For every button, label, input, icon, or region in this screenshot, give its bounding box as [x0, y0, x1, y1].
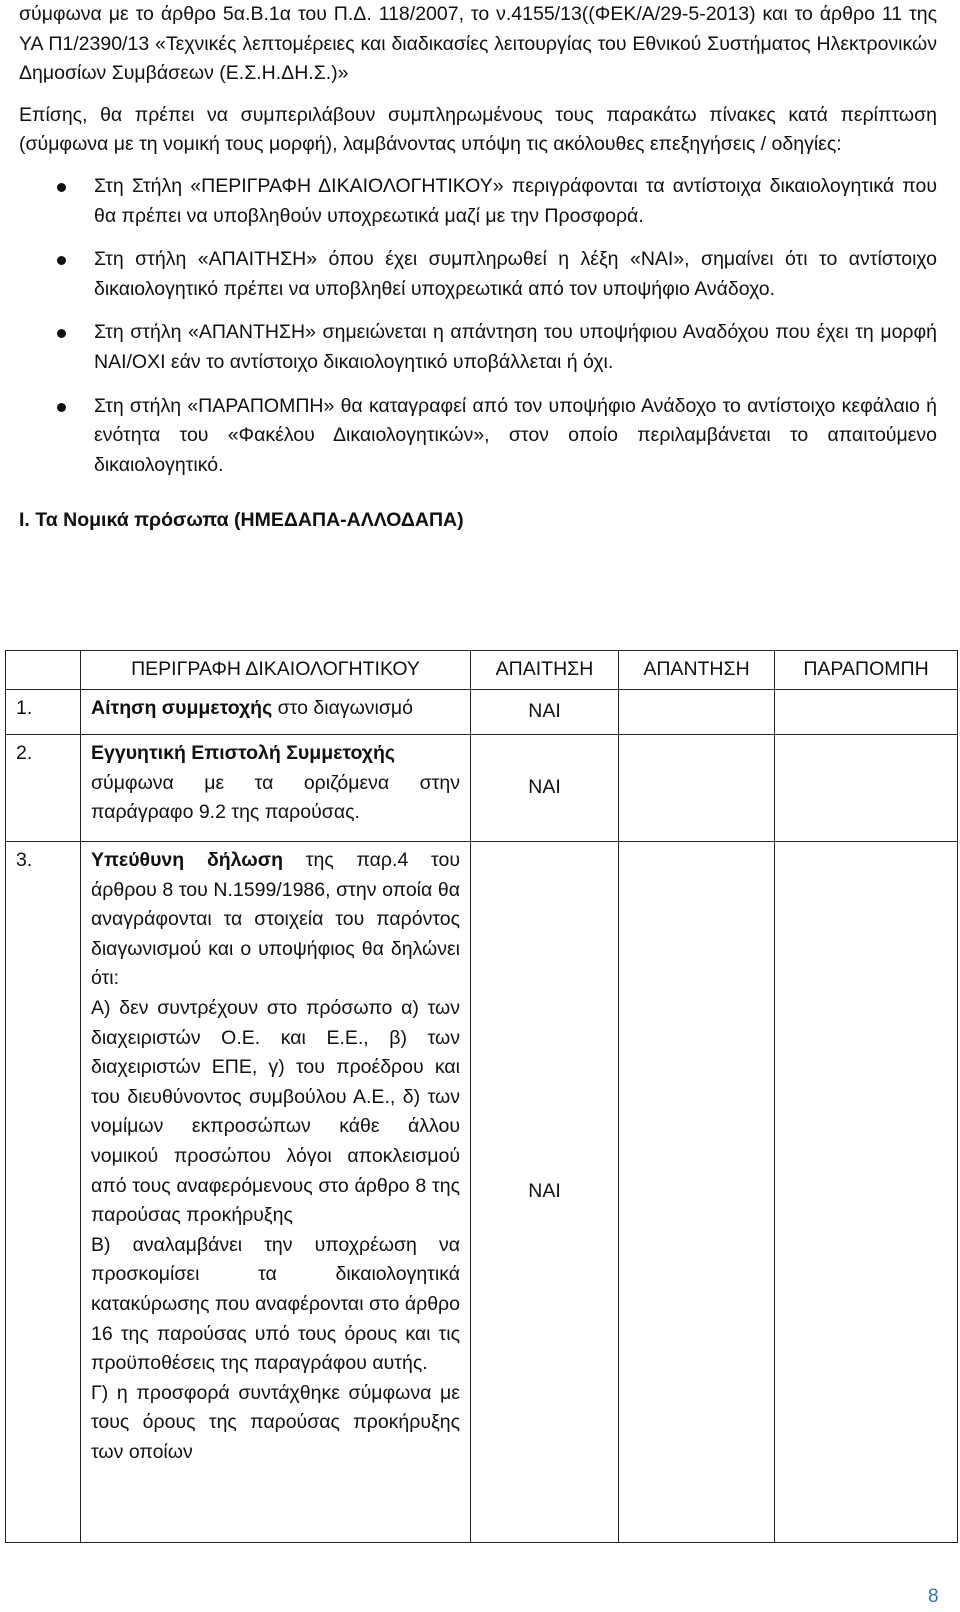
list-item: Στη στήλη «ΠΑΡΑΠΟΜΠΗ» θα καταγραφεί από τον υποψήφιο Ανάδοχο το αντίστοιχο κεφάλαιο ή ενότητα του «Φακέλου Δικαιολογητικών», στον οποίο περιλαμβάνεται το απαιτούμενο δικαιολογητικό. [19, 392, 937, 481]
row-number: 2. [6, 735, 81, 842]
bullet-icon [57, 403, 66, 412]
row-description: Αίτηση συμμετοχής στο διαγωνισμό [81, 690, 471, 735]
document-page [19, 0, 937, 552]
row-description: Υπεύθυνη δήλωση της παρ.4 του άρθρου 8 του Ν.1599/1986, στην οποία θα αναγράφονται τα στοιχεία του παρόντος διαγωνισμού και ο υποψήφιος θα δηλώνει ότι: Α) δεν συντρέχουν στο πρόσωπο α) των διαχειριστών Ο.Ε. και Ε.Ε., β) των διαχειριστών ΕΠΕ, γ) του προέδρου και του διευθύνοντος συμβούλου Α.Ε., δ) των νομίμων εκπροσώπων κάθε άλλου νομικού προσώπου λόγοι αποκλεισμού από τους αναφερόμενους στο άρθρο 8 της παρούσας προκήρυξης Β) αναλαμβάνει την υποχρέωση να προσκομίσει τα δικαιολογητικά κατακύρωσης που αναφέρονται στο άρθρο 16 της παρούσας υπό τους όρους και τις προϋποθέσεις της παραγράφου αυτής. Γ) η προσφορά συντάχθηκε σύμφωνα με τους όρους της παρούσας προκήρυξης των οποίων [81, 842, 471, 1543]
instructions-list [19, 172, 937, 480]
header-answer: ΑΠΑΝΤΗΣΗ [619, 651, 775, 690]
bullet-icon [57, 256, 66, 265]
row-reference-cell[interactable] [775, 842, 958, 1543]
intro-paragraph: Επίσης, θα πρέπει να συμπεριλάβουν συμπληρωμένους τους παρακάτω πίνακες κατά περίπτωση (σύμφωνα με τη νομική τους μορφή), λαμβάνοντας υπόψη τις ακόλουθες επεξηγήσεις / οδηγίες: [19, 103, 937, 156]
list-item: Στη Στήλη «ΠΕΡΙΓΡΑΦΗ ΔΙΚΑΙΟΛΟΓΗΤΙΚΟΥ» περιγράφονται τα αντίστοιχα δικαιολογητικά που θα πρέπει να υποβληθούν υποχρεωτικά μαζί με την Προσφορά. [19, 172, 937, 231]
section-title: Ι. Τα Νομικά πρόσωπα (ΗΜΕΔΑΠΑ-ΑΛΛΟΔΑΠΑ) [19, 509, 464, 532]
intro-continuation: σύμφωνα με το άρθρο 5α.Β.1α του Π.Δ. 118/2007, το ν.4155/13((ΦΕΚ/Α/29-5-2013) και το άρθρο 11 της ΥΑ Π1/2390/13 «Τεχνικές λεπτομέρειες και διαδικασίες λειτουργίας του Εθνικού Συστήματος Ηλεκτρονικών Δημοσίων Συμβάσεων (Ε.Σ.Η.ΔΗ.Σ.)» [19, 3, 937, 85]
row-reference-cell[interactable] [775, 735, 958, 842]
table-row [6, 842, 958, 1543]
requirements-table [5, 650, 958, 1543]
row-reference-cell[interactable] [775, 690, 958, 735]
row-requirement: ΝΑΙ [471, 690, 619, 735]
table-row [6, 690, 958, 735]
row-description: Εγγυητική Επιστολή Συμμετοχής σύμφωνα με τα οριζόμενα στην παράγραφο 9.2 της παρούσας. [81, 735, 471, 842]
header-description: ΠΕΡΙΓΡΑΦΗ ΔΙΚΑΙΟΛΟΓΗΤΙΚΟΥ [81, 651, 471, 690]
row-answer-cell[interactable] [619, 735, 775, 842]
row-answer-cell[interactable] [619, 842, 775, 1543]
list-item: Στη στήλη «ΑΠΑΙΤΗΣΗ» όπου έχει συμπληρωθεί η λέξη «ΝΑΙ», σημαίνει ότι το αντίστοιχο δικαιολογητικό πρέπει να υποβληθεί υποχρεωτικά από τον υποψήφιο Ανάδοχο. [19, 245, 937, 304]
header-reference: ΠΑΡΑΠΟΜΠΗ [775, 651, 958, 690]
list-item: Στη στήλη «ΑΠΑΝΤΗΣΗ» σημειώνεται η απάντηση του υποψήφιου Αναδόχου που έχει τη μορφή ΝΑΙ/ΟΧΙ εάν το αντίστοιχο δικαιολογητικό υποβάλλεται ή όχι. [19, 318, 937, 377]
row-number: 3. [6, 842, 81, 1543]
row-answer-cell[interactable] [619, 690, 775, 735]
page-number: 8 [928, 1586, 939, 1607]
row-requirement: ΝΑΙ [471, 842, 619, 1543]
table-row [6, 735, 958, 842]
header-num [6, 651, 81, 690]
header-requirement: ΑΠΑΙΤΗΣΗ [471, 651, 619, 690]
bullet-icon [57, 183, 66, 192]
bullet-icon [57, 329, 66, 338]
table-header-row [6, 651, 958, 690]
row-requirement: ΝΑΙ [471, 735, 619, 842]
row-number: 1. [6, 690, 81, 735]
